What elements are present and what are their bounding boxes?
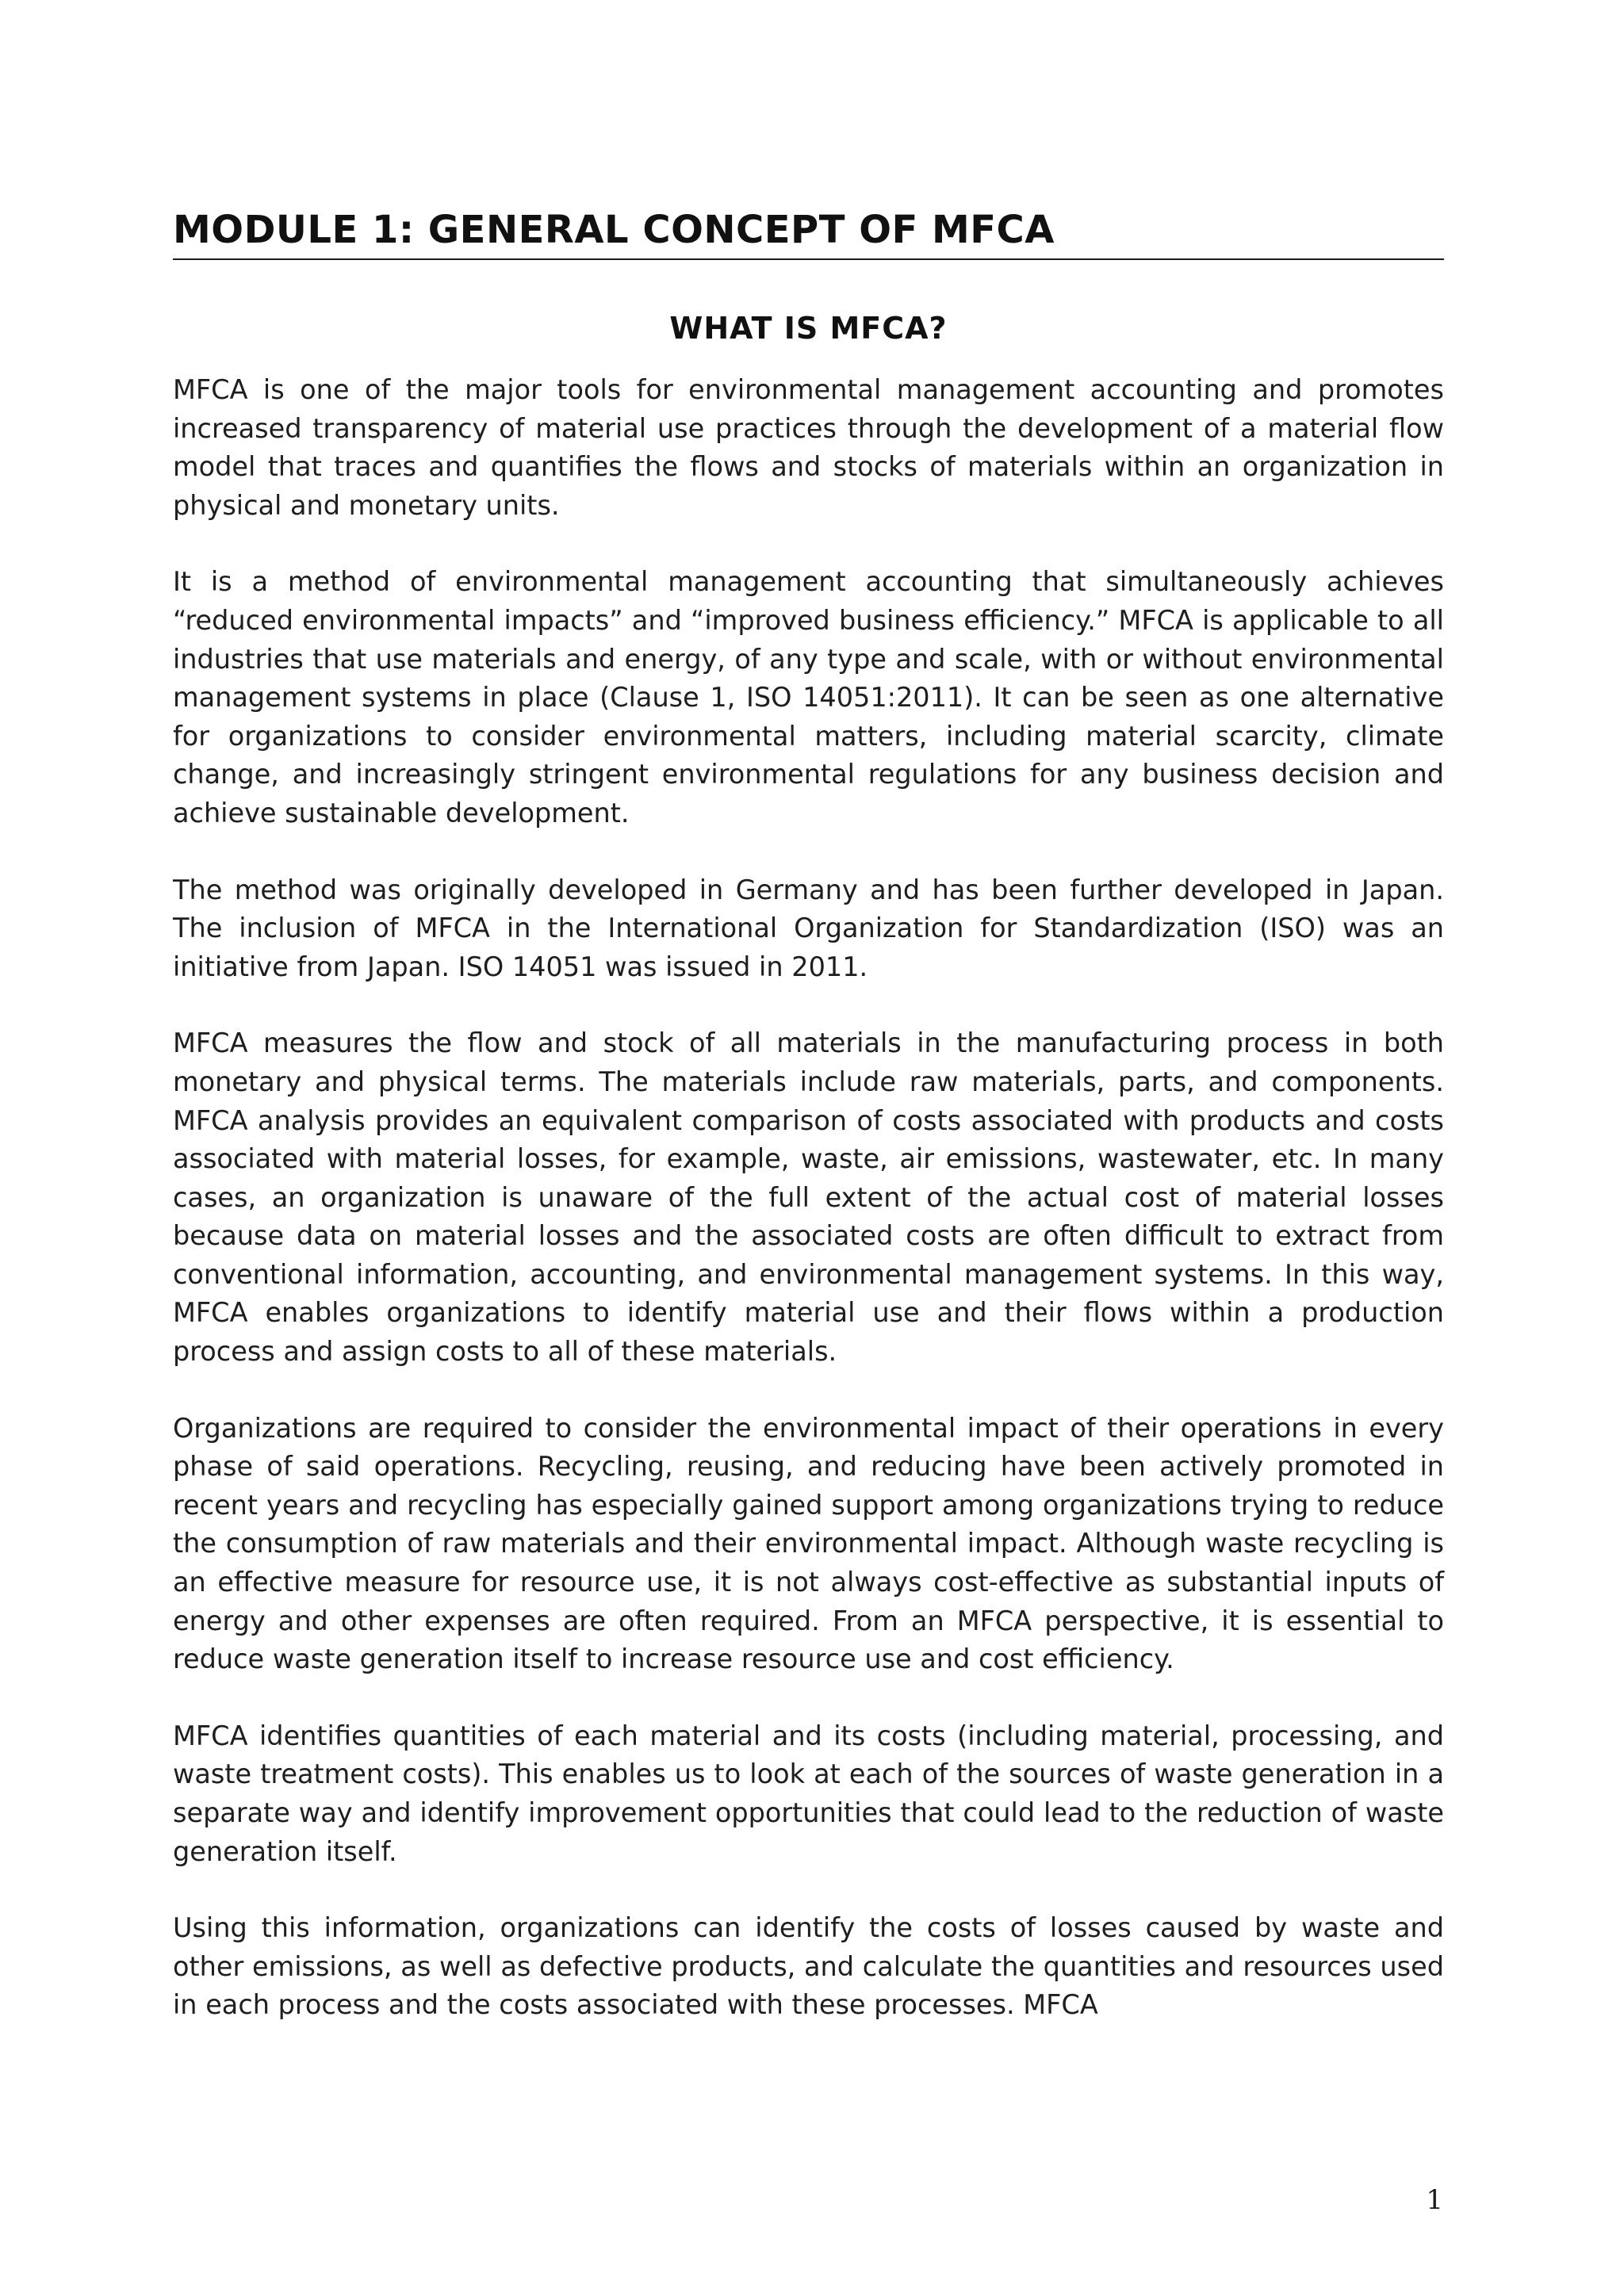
paragraph-2: It is a method of environmental management accounting that simultaneously achieves “reduced environmental impacts” and “improved business efficiency.” MFCA is applicable to all industries that use materials and energy, of any type and scale, with or without environmental management systems in place (Clause 1, ISO 14051:2011). It can be seen as one alternative for organizations to consider environmental matters, including material scarcity, climate change, and increasingly stringent environmental regulations for any business decision and achieve sustainable development. [173, 566, 1444, 828]
module-title: MODULE 1: GENERAL CONCEPT OF MFCA [173, 205, 1444, 260]
page-number: 1 [1426, 2184, 1443, 2216]
paragraph-4: MFCA measures the flow and stock of all materials in the manufacturing process in both monetary and physical terms. The materials include raw materials, parts, and components. MFCA analysis provides an equivalent comparison of costs associated with products and costs associated with material losses, for example, waste, air emissions, wastewater, etc. In many cases, an organization is unaware of the full extent of the actual cost of material losses because data on material losses and the associated costs are often difficult to extract from conventional information, accounting, and environmental management systems. In this way, MFCA enables organizations to identify material use and their flows within a production process and assign costs to all of these materials. [173, 1027, 1444, 1368]
page-content [173, 205, 1444, 2025]
paragraph-6: MFCA identifies quantities of each material and its costs (including material, processing, and waste treatment costs). This enables us to look at each of the sources of waste generation in a separate way and identify improvement opportunities that could lead to the reduction of waste generation itself. [173, 1720, 1444, 1867]
section-title: WHAT IS MFCA? [669, 311, 948, 346]
paragraph-7: Using this information, organizations can identify the costs of losses caused by waste and other emissions, as well as defective products, and calculate the quantities and resources used in each process and the costs associated with these processes. MFCA [173, 1912, 1444, 2021]
body-text [173, 371, 1444, 2025]
paragraph-1: MFCA is one of the major tools for environmental management accounting and promotes increased transparency of material use practices through the development of a material flow model that traces and quantifies the flows and stocks of materials within an organization in physical and monetary units. [173, 374, 1444, 521]
paragraph-5: Organizations are required to consider the environmental impact of their operations in every phase of said operations. Recycling, reusing, and reducing have been actively promoted in recent years and recycling has especially gained support among organizations trying to reduce the consumption of raw materials and their environmental impact. Although waste recycling is an effective measure for resource use, it is not always cost-effective as substantial inputs of energy and other expenses are often required. From an MFCA perspective, it is essential to reduce waste generation itself to increase resource use and cost efficiency. [173, 1412, 1444, 1675]
paragraph-3: The method was originally developed in Germany and has been further developed in Japan. The inclusion of MFCA in the International Organization for Standardization (ISO) was an initiative from Japan. ISO 14051 was issued in 2011. [173, 874, 1444, 982]
